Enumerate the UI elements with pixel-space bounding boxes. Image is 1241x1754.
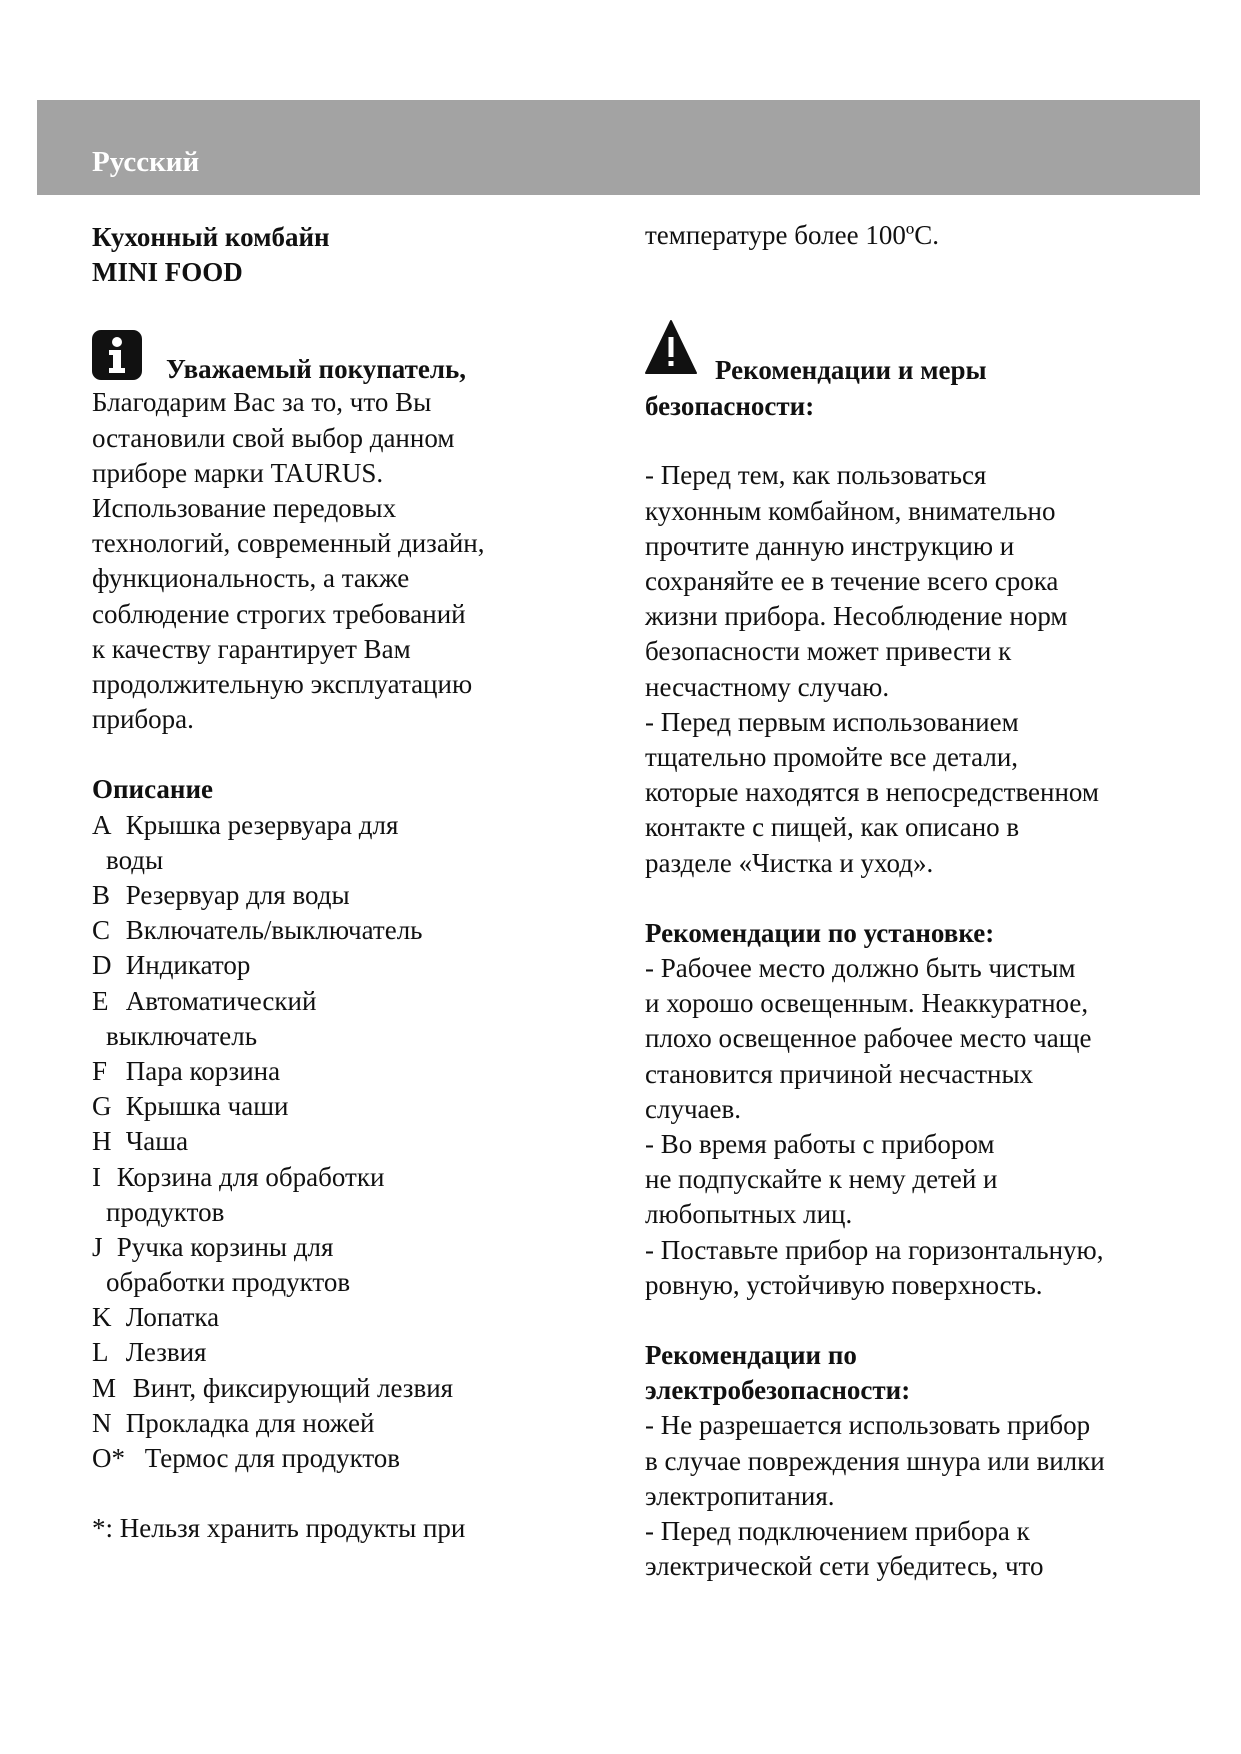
parts-list-item: J Ручка корзины для <box>92 1231 334 1262</box>
safety-line: безопасности может привести к <box>645 636 1012 667</box>
greeting-text <box>92 385 612 737</box>
install-text <box>645 951 1175 1303</box>
left-column <box>92 220 612 1546</box>
greeting-heading <box>92 330 612 385</box>
safety-text <box>645 458 1175 880</box>
greeting-line: технологий, современный дизайн, <box>92 528 485 559</box>
product-title: Кухонный комбайн <box>92 222 330 252</box>
electrical-title-cont: электробезопасности: <box>645 1375 911 1406</box>
safety-line: - Перед тем, как пользоваться <box>645 460 987 491</box>
greeting-line: приборе марки TAURUS. <box>92 457 384 488</box>
safety-title-cont: безопасности: <box>645 391 815 422</box>
parts-list-item-cont: выключатель <box>106 1020 258 1051</box>
footnote-continuation: температуре более 100ºC. <box>645 220 939 250</box>
greeting-line: Благодарим Вас за то, что Вы <box>92 387 432 418</box>
safety-line: прочтите данную инструкцию и <box>645 530 1015 561</box>
install-line: - Рабочее место должно быть чистым <box>645 953 1076 984</box>
greeting-line: остановили свой выбор данном <box>92 422 455 453</box>
safety-line: - Перед первым использованием <box>645 706 1019 737</box>
product-model: MINI FOOD <box>92 257 243 288</box>
safety-line: разделе «Чистка и уход». <box>645 847 934 878</box>
install-line: не подпускайте к нему детей и <box>645 1164 998 1195</box>
electrical-line: в случае повреждения шнура или вилки <box>645 1445 1105 1476</box>
install-line: и хорошо освещенным. Неаккуратное, <box>645 988 1089 1019</box>
footnote: *: Нельзя хранить продукты при <box>92 1513 466 1544</box>
greeting-line: соблюдение строгих требований <box>92 598 466 629</box>
parts-list-item: L Лезвия <box>92 1337 207 1368</box>
install-title: Рекомендации по установке: <box>645 917 995 948</box>
safety-line: контакте с пищей, как описано в <box>645 812 1020 843</box>
parts-list-item: N Прокладка для ножей <box>92 1407 375 1438</box>
electrical-title: Рекомендации по <box>645 1340 857 1371</box>
parts-list-item: K Лопатка <box>92 1302 220 1333</box>
safety-line: жизни прибора. Несоблюдение норм <box>645 601 1068 632</box>
install-line: ровную, устойчивую поверхность. <box>645 1269 1043 1300</box>
parts-list-item-cont: воды <box>106 844 164 875</box>
safety-title: Рекомендации и меры <box>715 355 987 386</box>
parts-list-item: D Индикатор <box>92 950 251 981</box>
parts-list-item: A Крышка резервуара для <box>92 809 399 840</box>
safety-heading <box>645 323 1175 389</box>
parts-list-item: F Пара корзина <box>92 1055 281 1086</box>
safety-line: тщательно промойте все детали, <box>645 742 1019 773</box>
install-line: становится причиной несчастных <box>645 1058 1034 1089</box>
parts-list-item: E Автоматический <box>92 985 317 1016</box>
greeting-line: Использование передовых <box>92 493 397 524</box>
safety-line: кухонным комбайном, внимательно <box>645 495 1056 526</box>
install-line: - Поставьте прибор на горизонтальную, <box>645 1234 1104 1265</box>
description-title: Описание <box>92 774 214 805</box>
right-column <box>645 218 1175 1585</box>
parts-list-item: H Чаша <box>92 1126 189 1157</box>
electrical-line: электрической сети убедитесь, что <box>645 1551 1044 1582</box>
greeting-title: Уважаемый покупатель, <box>166 354 467 385</box>
greeting-line: прибора. <box>92 704 194 735</box>
safety-line: несчастному случаю. <box>645 671 890 702</box>
language-header-bar <box>37 100 1200 195</box>
info-icon <box>92 330 142 380</box>
warning-icon <box>645 319 697 375</box>
install-line: случаев. <box>645 1093 742 1124</box>
safety-line: которые находятся в непосредственном <box>645 777 1100 808</box>
install-line: - Во время работы с прибором <box>645 1129 995 1160</box>
greeting-line: функциональность, а также <box>92 563 410 594</box>
parts-list-item: M Винт, фиксирующий лезвия <box>92 1372 454 1403</box>
parts-list-item-cont: продуктов <box>106 1196 225 1227</box>
language-label: Русский <box>92 146 200 178</box>
parts-list-item: I Корзина для обработки <box>92 1161 385 1192</box>
parts-list-item-cont: обработки продуктов <box>106 1267 351 1298</box>
install-line: плохо освещенное рабочее место чаще <box>645 1023 1092 1054</box>
parts-list-item: B Резервуар для воды <box>92 880 350 911</box>
safety-line: сохраняйте ее в течение всего срока <box>645 566 1059 597</box>
install-line: любопытных лиц. <box>645 1199 853 1230</box>
parts-list-item: C Включатель/выключатель <box>92 915 423 946</box>
greeting-line: к качеству гарантирует Вам <box>92 633 411 664</box>
parts-list <box>92 808 612 1477</box>
electrical-line: электропитания. <box>645 1480 835 1511</box>
electrical-text <box>645 1408 1175 1584</box>
greeting-line: продолжительную эксплуатацию <box>92 669 473 700</box>
parts-list-item: O* Термос для продуктов <box>92 1443 401 1474</box>
electrical-line: - Не разрешается использовать прибор <box>645 1410 1091 1441</box>
parts-list-item: G Крышка чаши <box>92 1091 289 1122</box>
electrical-line: - Перед подключением прибора к <box>645 1516 1030 1547</box>
